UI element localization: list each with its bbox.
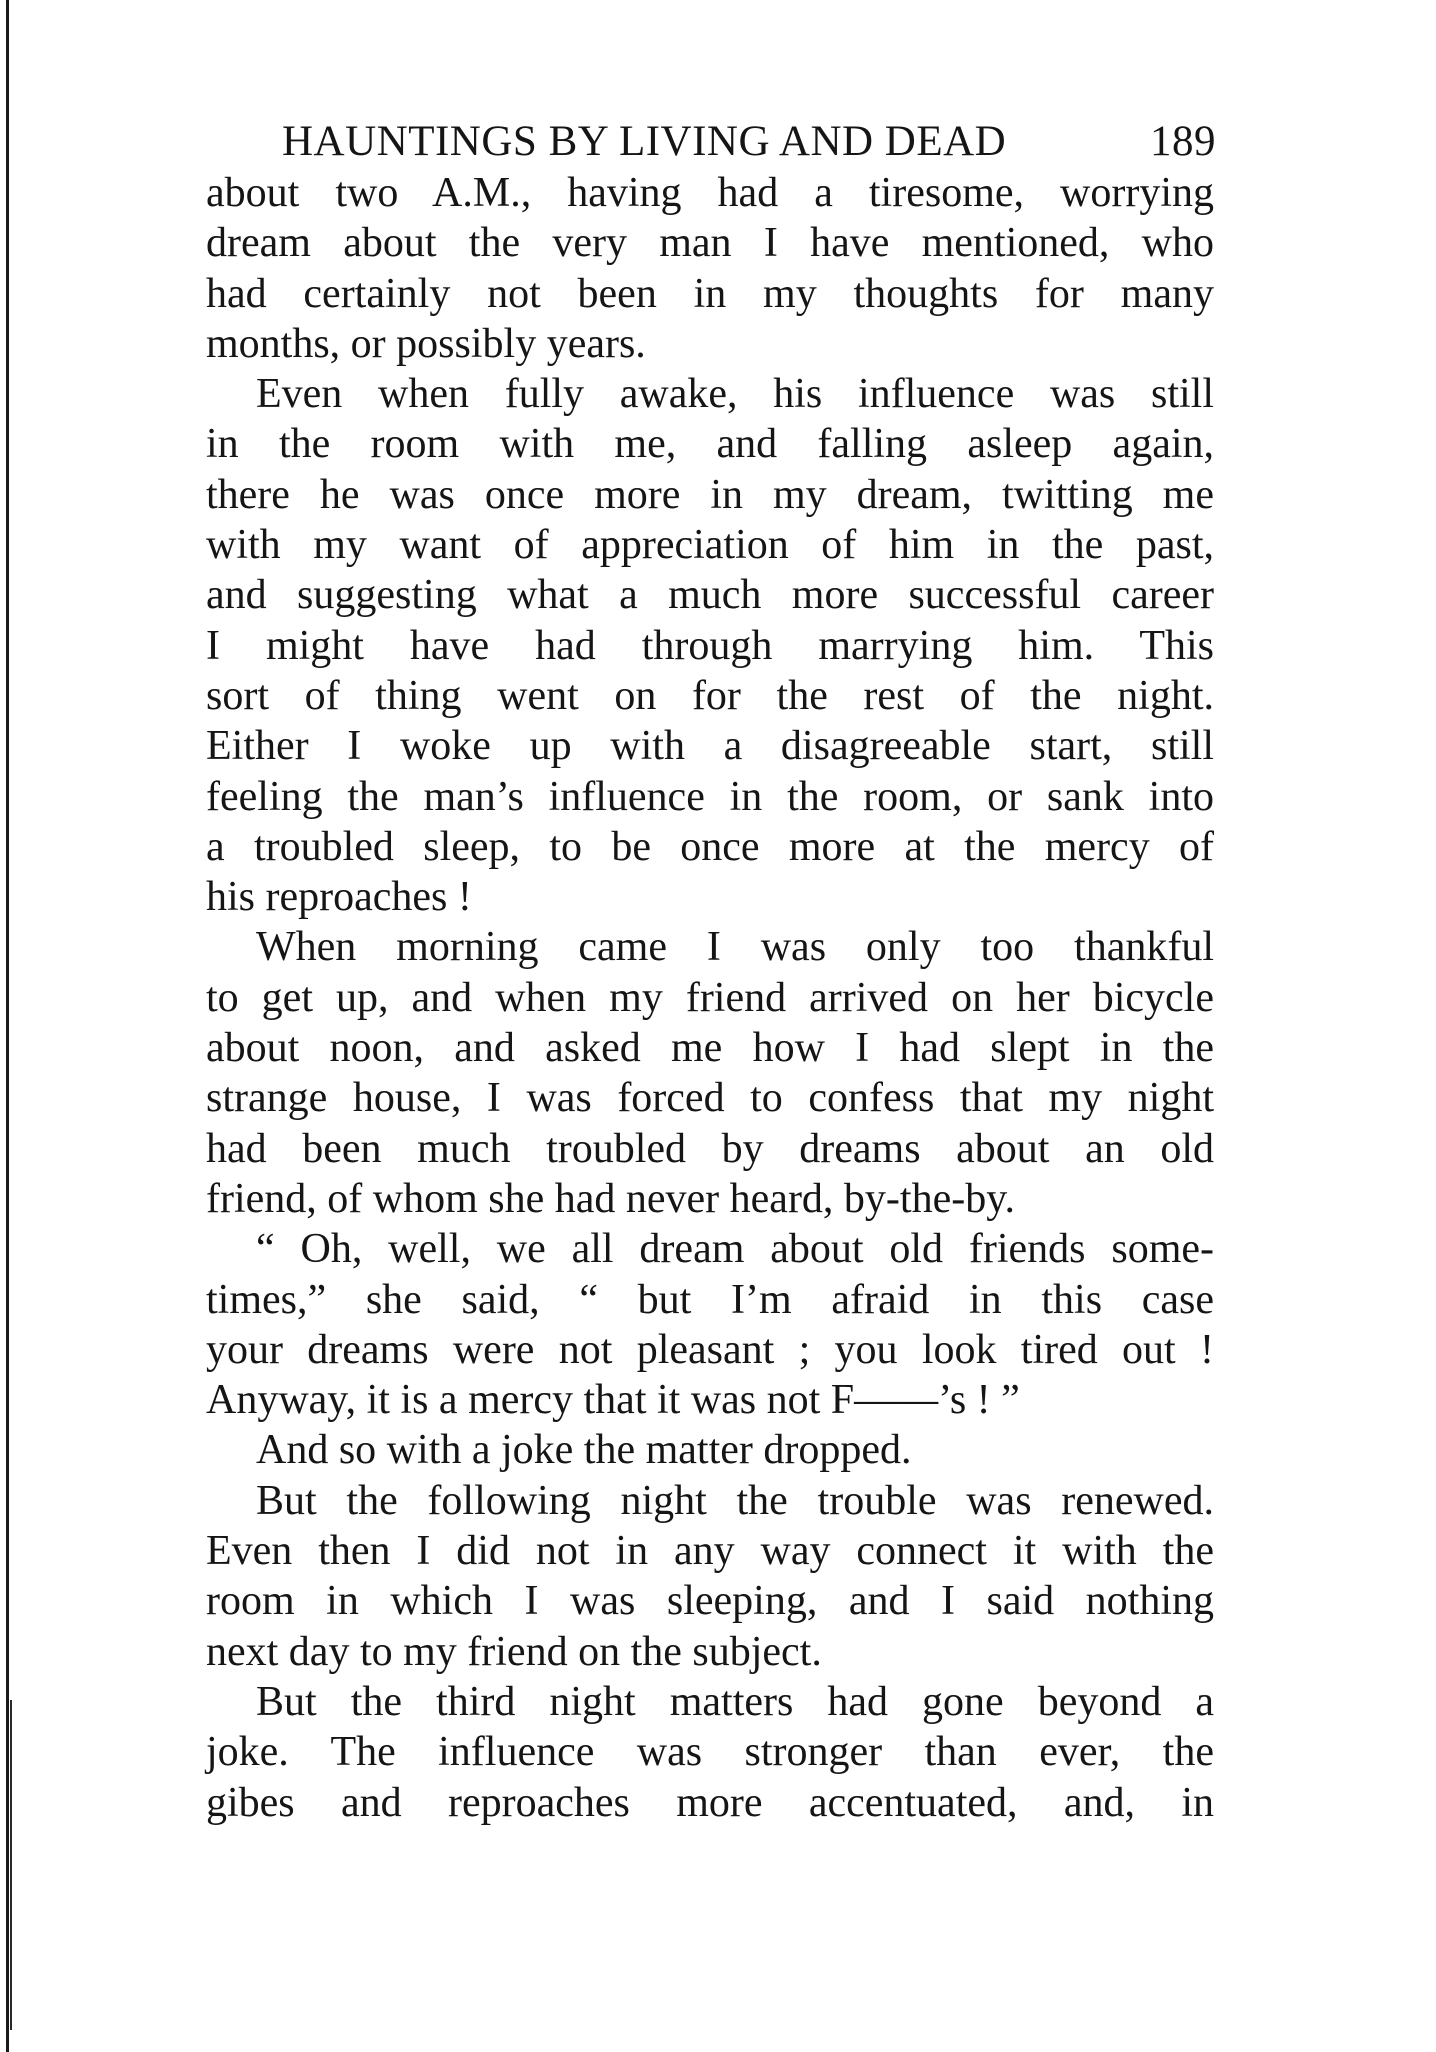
text-line: When morning came I was only too thankful [256, 924, 1214, 971]
page-binding-edge [6, 0, 9, 2052]
running-header [282, 112, 1292, 172]
text-line: had been much troubled by dreams about an old [206, 1125, 1214, 1172]
text-line: strange house, I was forced to confess that my night [206, 1075, 1214, 1122]
text-line: times,” she said, “ but I’m afraid in this case [206, 1276, 1214, 1323]
text-line: And so with a joke the matter dropped. [256, 1427, 912, 1474]
text-line: joke. The influence was stronger than ever, the [206, 1729, 1214, 1776]
page-number: 189 [1150, 118, 1216, 165]
text-line: But the third night matters had gone beyond a [256, 1678, 1214, 1725]
running-title: HAUNTINGS BY LIVING AND DEAD [282, 118, 1007, 165]
text-line: room in which I was sleeping, and I said nothing [206, 1578, 1214, 1625]
text-line: there he was once more in my dream, twitting me [206, 471, 1214, 518]
text-line: Even then I did not in any way connect it with the [206, 1528, 1214, 1575]
text-line: friend, of whom she had never heard, by-the-by. [206, 1175, 1015, 1222]
text-line: about two A.M., having had a tiresome, worrying [206, 170, 1214, 216]
text-line: next day to my friend on the subject. [206, 1628, 822, 1675]
text-line: about noon, and asked me how I had slept in the [206, 1025, 1214, 1072]
text-line: in the room with me, and falling asleep again, [206, 421, 1214, 468]
text-line: Anyway, it is a mercy that it was not F——’s ! ” [206, 1377, 1020, 1424]
page-binding-shadow [10, 1700, 12, 2030]
text-line: months, or possibly years. [206, 320, 646, 367]
text-line: gibes and reproaches more accentuated, and, in [206, 1779, 1214, 1826]
text-line: with my want of appreciation of him in the past, [206, 522, 1214, 569]
text-line: his reproaches ! [206, 874, 472, 921]
book-page [206, 112, 1214, 1828]
text-line: Either I woke up with a disagreeable start, still [206, 723, 1214, 770]
text-line: feeling the man’s influence in the room, or sank into [206, 773, 1214, 820]
text-line: had certainly not been in my thoughts for many [206, 270, 1214, 317]
text-line: and suggesting what a much more successful career [206, 572, 1214, 619]
text-line: sort of thing went on for the rest of the night. [206, 672, 1214, 719]
text-line: a troubled sleep, to be once more at the mercy of [206, 823, 1214, 870]
text-line: I might have had through marrying him. This [206, 622, 1214, 669]
text-line: But the following night the trouble was renewed. [256, 1477, 1214, 1524]
text-line: dream about the very man I have mentioned, who [206, 220, 1214, 267]
text-line: to get up, and when my friend arrived on her bicycle [206, 974, 1214, 1021]
text-line: Even when fully awake, his influence was still [256, 371, 1214, 418]
text-line: your dreams were not pleasant ; you look tired out ! [206, 1326, 1214, 1373]
body-text [206, 168, 1214, 1828]
text-line: “ Oh, well, we all dream about old friends some- [256, 1226, 1214, 1273]
